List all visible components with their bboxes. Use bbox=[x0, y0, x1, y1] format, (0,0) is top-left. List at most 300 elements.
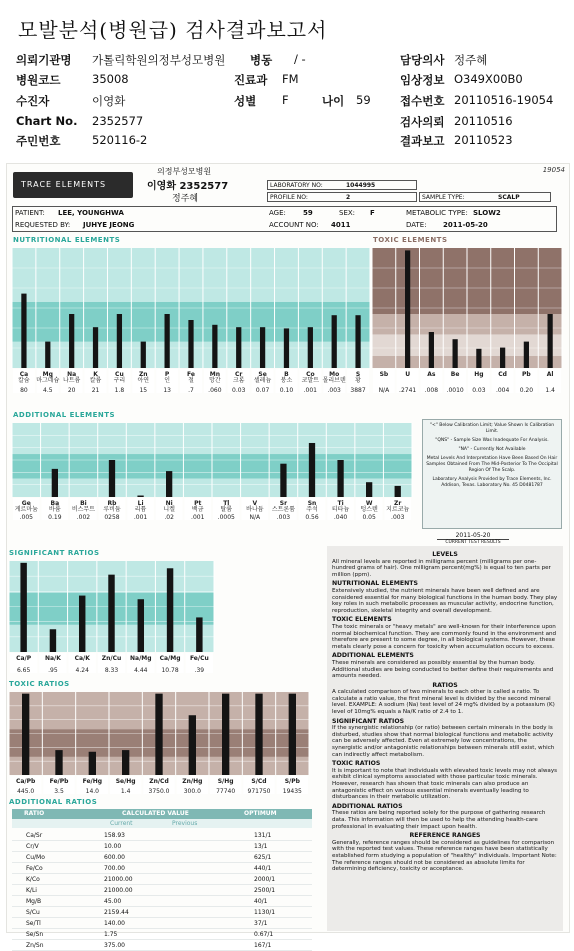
category-korean-label: 아연 bbox=[137, 377, 150, 384]
category-label: Se/Hg bbox=[115, 778, 136, 785]
bar-na-k bbox=[50, 629, 56, 652]
category-label: Ca/P bbox=[16, 655, 32, 662]
category-korean-label: 지르코늄 bbox=[386, 506, 410, 513]
bar-mn bbox=[212, 325, 217, 368]
profile-field: PROFILE NO: 2 bbox=[267, 192, 417, 202]
age-label: 나이 bbox=[322, 94, 345, 108]
bar-rb bbox=[109, 460, 115, 497]
category-label: Ti bbox=[337, 500, 344, 507]
value-label: 1.8 bbox=[114, 387, 125, 394]
page-title: 모발분석(병원급) 검사결과보고서 bbox=[18, 18, 328, 42]
note-text: These ratios are being reported solely for the purpose of gathering research data. This information will then be used to help the attending health-care professional in evaluating their impact upon health. bbox=[332, 810, 546, 830]
category-korean-label: 텅스텐 bbox=[360, 506, 378, 513]
value-label: N/A bbox=[378, 387, 390, 394]
toxic-chart bbox=[372, 246, 562, 394]
category-label: S/Hg bbox=[217, 778, 234, 785]
category-label: Zn bbox=[138, 371, 148, 378]
category-label: Pb bbox=[522, 371, 531, 378]
category-korean-label: 망간 bbox=[209, 377, 221, 384]
patient-value: 이영화 bbox=[92, 94, 126, 108]
interpretation-notes bbox=[327, 546, 563, 931]
scan-patient-name: LEE, YOUNGHWA bbox=[58, 209, 124, 217]
value-label: 0258 bbox=[104, 514, 120, 521]
category-label: Ca/Mg bbox=[159, 655, 181, 662]
note-heading: REFERENCE RANGES bbox=[409, 832, 481, 840]
note-heading: TOXIC RATIOS bbox=[332, 760, 381, 768]
ratio-optimum: 1130/1 bbox=[254, 909, 276, 916]
category-label: Mg bbox=[42, 371, 53, 378]
ratio-name: K/Li bbox=[26, 887, 37, 894]
category-label: Ca/Pb bbox=[15, 778, 36, 785]
category-korean-label: 구리 bbox=[113, 377, 126, 384]
value-label: .0005 bbox=[217, 514, 235, 521]
code-value: 35008 bbox=[92, 72, 129, 86]
value-label: 0.03 bbox=[472, 387, 486, 394]
category-label: S/Cd bbox=[251, 778, 267, 785]
bar-na-mg bbox=[138, 599, 144, 652]
value-label: .2741 bbox=[399, 387, 417, 394]
bar-p bbox=[165, 314, 170, 368]
category-korean-label: 크롬 bbox=[232, 377, 245, 384]
receipt-label: 접수번호 bbox=[400, 94, 445, 108]
bar-li bbox=[137, 496, 143, 497]
value-label: 8.33 bbox=[104, 667, 119, 674]
ward-label: 병동 bbox=[250, 53, 273, 67]
code-label: 병원코드 bbox=[16, 73, 61, 87]
value-label: 0.56 bbox=[305, 514, 319, 521]
note-text: All mineral levels are reported in milligrams percent (milligrams per one-hundred grams of hair). One milligram percent(mg%) is equal to ten parts per million (ppm). bbox=[332, 558, 551, 578]
value-label: .0010 bbox=[446, 387, 464, 394]
ratio-optimum: 2000/1 bbox=[254, 876, 276, 883]
bar-zr bbox=[395, 486, 401, 497]
value-label: 4.44 bbox=[134, 667, 148, 674]
trace-elements-logo bbox=[13, 172, 133, 198]
category-label: Al bbox=[546, 371, 554, 378]
note-heading: RATIOS bbox=[432, 681, 458, 689]
header-row-3 bbox=[16, 93, 564, 112]
test-date: 2011-05-20 bbox=[443, 221, 488, 229]
bar-k bbox=[93, 327, 98, 368]
note-text: If the synergistic relationship (or ratio) between certain minerals in the body is disturbed, studies show that normal biological functions and metabolic activity can be adversely affected. Even at extremely low concentrations, the synergistic and/or antagonistic relationships between minerals still exist, which can indirectly affect metabolism. bbox=[332, 725, 555, 758]
doctor-label: 담당의사 bbox=[400, 53, 445, 67]
note-text: Extensively studied, the nutrient minerals have been well defined and are considered essential for many biological functions in the human body. They play key roles in such metabolic processes as muscular activity, endocrine function, reproduction, skeletal integrity and overall development. bbox=[332, 587, 558, 614]
metabolic-type: SLOW2 bbox=[473, 209, 501, 217]
ratio-optimum: 0.67/1 bbox=[254, 931, 274, 938]
ratio-optimum: 2500/1 bbox=[254, 887, 276, 894]
toxic-ratios-section-title: TOXIC RATIOS bbox=[9, 680, 70, 688]
category-label: Zr bbox=[394, 500, 402, 507]
ratio-name: Se/Sn bbox=[26, 931, 44, 938]
ratio-value: 45.00 bbox=[104, 898, 122, 905]
ratio-name: Fe/Co bbox=[26, 865, 43, 872]
note-heading: TOXIC ELEMENTS bbox=[332, 616, 392, 624]
category-label: K bbox=[93, 371, 98, 378]
header-row-5 bbox=[16, 133, 564, 152]
value-label: .040 bbox=[333, 514, 348, 521]
category-label: Cd bbox=[498, 371, 507, 378]
receipt-value: 20110516-19054 bbox=[454, 93, 554, 107]
rrn-label: 주민번호 bbox=[16, 134, 61, 148]
additional-chart bbox=[12, 421, 412, 521]
chart-svg bbox=[9, 559, 214, 674]
sample-field: SAMPLE TYPE: SCALP bbox=[419, 192, 551, 202]
bar-fe-pb bbox=[55, 750, 62, 775]
value-label: 15 bbox=[139, 387, 148, 394]
category-label: S/Pb bbox=[284, 778, 300, 785]
bar-ca bbox=[21, 294, 26, 368]
ward-value: / - bbox=[294, 52, 306, 66]
bar-s-cd bbox=[255, 694, 262, 775]
value-label: 0.05 bbox=[362, 514, 376, 521]
chart-svg bbox=[372, 246, 562, 394]
bar-ca-mg bbox=[167, 568, 173, 652]
ratio-name: Se/Tl bbox=[26, 920, 41, 927]
ratio-name: Ca/Sr bbox=[26, 832, 43, 839]
bar-zn bbox=[141, 342, 146, 368]
bar-na bbox=[69, 314, 74, 368]
note-text: A calculated comparison of two minerals to each other is called a ratio. To calculate a ratio value, the first mineral level is divided by the second mineral level. EXAMPLE: A sodium (Na) test level of 24 mg% divided by a potassium (K) level of 10mg% equals a Na/K ratio of 2.4 to 1. bbox=[332, 689, 555, 716]
toxic-section-title: TOXIC ELEMENTS bbox=[373, 236, 448, 244]
age-value: 59 bbox=[356, 93, 371, 107]
bar-ba bbox=[52, 469, 58, 497]
value-label: 300.0 bbox=[183, 788, 201, 795]
category-label: Be bbox=[450, 371, 460, 378]
category-label: P bbox=[164, 371, 170, 378]
table-row bbox=[12, 907, 312, 918]
category-korean-label: 티타늄 bbox=[331, 506, 350, 513]
sex-label: 성별 bbox=[234, 94, 257, 108]
ratio-value: 600.00 bbox=[104, 854, 125, 861]
bar-cu bbox=[117, 314, 122, 368]
bar-u bbox=[405, 250, 410, 368]
category-korean-label: 인 bbox=[164, 377, 171, 384]
table-row bbox=[12, 830, 312, 841]
category-korean-label: 바륨 bbox=[49, 506, 61, 513]
value-label: 0.19 bbox=[48, 514, 62, 521]
category-label: Ca bbox=[19, 371, 29, 378]
header-row-1 bbox=[16, 52, 564, 71]
ratio-value: 1.75 bbox=[104, 931, 118, 938]
value-label: N/A bbox=[249, 514, 261, 521]
report-value: 20110523 bbox=[454, 133, 513, 147]
institution-value: 가톨릭학원의정부성모병원 bbox=[92, 53, 226, 67]
category-label: Bi bbox=[80, 500, 87, 507]
toxic-ratios-chart bbox=[9, 690, 309, 795]
value-label: .001 bbox=[191, 514, 205, 521]
category-korean-label: 철 bbox=[188, 377, 194, 384]
value-label: 0.03 bbox=[232, 387, 246, 394]
additional-section-title: ADDITIONAL ELEMENTS bbox=[13, 411, 116, 419]
category-label: Na bbox=[67, 371, 77, 378]
value-label: 19435 bbox=[282, 788, 302, 795]
category-korean-label: 주석 bbox=[306, 506, 318, 513]
category-label: Se bbox=[258, 371, 267, 378]
table-row bbox=[12, 863, 312, 874]
ratio-name: Zn/Sn bbox=[26, 942, 44, 949]
category-label: Sr bbox=[279, 500, 288, 507]
chart-svg bbox=[12, 421, 412, 521]
ratio-value: 2159.44 bbox=[104, 909, 129, 916]
report-label: 결과보고 bbox=[400, 134, 445, 148]
category-korean-label: 붕소 bbox=[280, 377, 293, 384]
category-label: Ni bbox=[165, 500, 173, 507]
nutritional-section-title: NUTRITIONAL ELEMENTS bbox=[13, 236, 121, 244]
table-row bbox=[12, 929, 312, 940]
table-row bbox=[12, 896, 312, 907]
lab-no-field: LABORATORY NO: 1044995 bbox=[267, 180, 417, 190]
hospital-handwritten: 의정부성모병원 bbox=[157, 167, 212, 176]
ratio-optimum: 40/1 bbox=[254, 898, 268, 905]
category-label: Mo bbox=[329, 371, 340, 378]
category-korean-label: 백금 bbox=[191, 506, 204, 513]
value-label: 80 bbox=[20, 387, 28, 394]
value-label: 13 bbox=[163, 387, 171, 394]
ratio-optimum: 440/1 bbox=[254, 865, 272, 872]
category-label: Zn/Hg bbox=[182, 778, 203, 785]
table-row bbox=[12, 852, 312, 863]
value-label: .02 bbox=[164, 514, 174, 521]
bar-pb bbox=[524, 342, 529, 368]
chart-svg bbox=[12, 246, 370, 394]
value-label: .002 bbox=[76, 514, 91, 521]
category-label: Ba bbox=[50, 500, 60, 507]
scanned-report bbox=[6, 163, 570, 949]
ratio-optimum: 131/1 bbox=[254, 832, 272, 839]
value-label: 6.65 bbox=[16, 667, 31, 674]
category-label: S bbox=[355, 371, 361, 378]
table-row bbox=[12, 841, 312, 852]
bar-be bbox=[453, 339, 458, 368]
value-label: 4.5 bbox=[43, 387, 53, 394]
bar-co bbox=[308, 327, 313, 368]
note-heading: ADDITIONAL ELEMENTS bbox=[332, 652, 414, 660]
category-korean-label: 코발트 bbox=[301, 377, 320, 384]
patient-info-block: PATIENT: LEE, YOUNGHWA AGE: 59 SEX: F METABOLIC TYPE: SLOW2 REQUESTED BY: JUHYE JEONG ACCOUNT NO: 4011 DATE: 2011-05-20 bbox=[12, 206, 557, 232]
ratio-value: 21000.00 bbox=[104, 887, 133, 894]
dept-value: FM bbox=[282, 72, 299, 86]
significant-section-title: SIGNIFICANT RATIOS bbox=[9, 549, 100, 557]
table-row bbox=[12, 918, 312, 929]
bar-ca-pb bbox=[22, 694, 29, 775]
report-date-box: 2011-05-20 CURRENT TEST RESULTS bbox=[437, 532, 509, 545]
request-label: 검사의뢰 bbox=[400, 115, 445, 129]
bar-se bbox=[260, 327, 265, 368]
bar-al bbox=[548, 314, 553, 368]
bar-mo bbox=[332, 315, 337, 368]
note-text: It is important to note that individuals with elevated toxic levels may not always exhibit clinical symptoms associated with those particular toxic minerals. However, research has shown that toxic minerals can also produce an antagonistic effect on various essential minerals eventually leading to disturbances in their metabolic utilization. bbox=[332, 767, 558, 801]
ratio-value: 375.00 bbox=[104, 942, 125, 949]
ratio-value: 10.00 bbox=[104, 843, 122, 850]
bar-ca-k bbox=[79, 596, 85, 652]
category-korean-label: 게르마늄 bbox=[14, 506, 38, 513]
bar-fe bbox=[188, 320, 193, 368]
category-label: Ca/K bbox=[74, 655, 90, 662]
clinical-label: 임상정보 bbox=[400, 73, 445, 87]
bar-cd bbox=[500, 348, 505, 368]
ratio-table-subheader: Current Previous bbox=[12, 819, 312, 828]
category-label: Fe/Hg bbox=[82, 778, 103, 785]
value-label: .060 bbox=[208, 387, 222, 394]
value-label: 3750.0 bbox=[148, 788, 170, 795]
chart-no-label: Chart No. bbox=[16, 114, 78, 128]
category-korean-label: 칼륨 bbox=[89, 377, 102, 384]
header-row-4 bbox=[16, 114, 564, 133]
ratio-table-header: RATIO CALCULATED VALUE OPTIMUM bbox=[12, 809, 312, 819]
category-label: W bbox=[365, 500, 373, 507]
category-label: Li bbox=[137, 500, 144, 507]
report-date: 2011-05-20 bbox=[455, 532, 491, 539]
value-label: .008 bbox=[424, 387, 439, 394]
patient-handwritten: 이영화 2352577 bbox=[147, 181, 229, 192]
category-label: Sb bbox=[379, 371, 389, 378]
ratio-optimum: 13/1 bbox=[254, 843, 268, 850]
header-row-2 bbox=[16, 72, 564, 91]
category-korean-label: 비스무트 bbox=[71, 506, 96, 513]
value-label: .95 bbox=[48, 667, 58, 674]
bar-zn-cd bbox=[155, 694, 162, 775]
ratio-value: 700.00 bbox=[104, 865, 125, 872]
ratio-name: K/Co bbox=[26, 876, 40, 883]
category-label: Hg bbox=[474, 371, 484, 378]
ratio-name: Mg/B bbox=[26, 898, 42, 905]
category-label: Cr bbox=[235, 371, 243, 378]
ratio-optimum: 37/1 bbox=[254, 920, 268, 927]
category-label: Zn/Cu bbox=[101, 655, 122, 662]
bar-mg bbox=[45, 342, 50, 368]
doctor-handwritten: 정주혜 bbox=[172, 194, 199, 204]
bar-hg bbox=[476, 349, 481, 368]
bar-b bbox=[284, 328, 289, 368]
ratio-optimum: 625/1 bbox=[254, 854, 272, 861]
institution-label: 의뢰기관명 bbox=[16, 53, 72, 67]
bar-as bbox=[429, 332, 434, 368]
category-label: Fe/Cu bbox=[189, 655, 209, 662]
patient-label: 수진자 bbox=[16, 94, 50, 108]
significant-ratios-chart bbox=[9, 559, 214, 674]
category-label: Mn bbox=[209, 371, 220, 378]
note-heading: NUTRITIONAL ELEMENTS bbox=[332, 580, 418, 588]
category-label: U bbox=[405, 371, 411, 378]
legend-box: "<" Below Calibration Limit; Value Shown Is Calibration Limit. "QNS" - Sample Size Was Inadequate For Analysis. "NA" - Currently Not Available Metal Levels And Interpretation Have Been Based On Hair Samples Obtained From The Mid-Posterior To The Occipital Region Of The Scalp. Laboratory Analysis Provided by Trace Elements, Inc. Addison, Texas. Laboratory No. 45 D0481787 bbox=[422, 419, 562, 529]
value-label: 0.10 bbox=[279, 387, 294, 394]
value-label: 0.07 bbox=[255, 387, 270, 394]
value-label: 10.78 bbox=[161, 667, 179, 674]
category-korean-label: 마그네슘 bbox=[36, 377, 60, 384]
category-label: Fe/Pb bbox=[49, 778, 69, 785]
note-text: These minerals are considered as possibly essential by the human body. Additional studies are being conducted to better define their requirements and amounts needed. bbox=[332, 659, 554, 680]
bar-sn bbox=[309, 443, 315, 497]
bar-ni bbox=[166, 471, 172, 497]
additional-ratios-section-title: ADDITIONAL RATIOS bbox=[9, 798, 98, 806]
chart-no-value: 2352577 bbox=[92, 114, 144, 128]
category-korean-label: 니켈 bbox=[163, 506, 175, 513]
category-korean-label: 탈륨 bbox=[220, 506, 233, 513]
bar-s bbox=[355, 315, 360, 368]
ratio-optimum: 167/1 bbox=[254, 942, 272, 949]
corner-note: 19054 bbox=[542, 166, 565, 174]
value-label: 3887 bbox=[350, 387, 366, 394]
bar-sr bbox=[280, 464, 286, 497]
nutritional-chart bbox=[12, 246, 370, 394]
value-label: .003 bbox=[391, 514, 405, 521]
doctor-value: 정주혜 bbox=[454, 53, 488, 67]
value-label: 1.4 bbox=[120, 788, 131, 795]
category-korean-label: 셀레늄 bbox=[253, 377, 272, 384]
category-korean-label: 몰리브덴 bbox=[322, 377, 346, 384]
table-row bbox=[12, 940, 312, 951]
category-label: Na/K bbox=[44, 655, 61, 662]
value-label: 14.0 bbox=[85, 788, 100, 795]
table-row bbox=[12, 885, 312, 896]
category-label: V bbox=[252, 500, 258, 507]
category-label: Na/Mg bbox=[130, 655, 152, 662]
category-korean-label: 루비듐 bbox=[103, 506, 121, 513]
sex-value: F bbox=[282, 93, 289, 107]
category-korean-label: 칼슘 bbox=[18, 377, 30, 384]
category-label: Tl bbox=[223, 500, 230, 507]
table-row bbox=[12, 874, 312, 885]
bar-ca-p bbox=[20, 563, 26, 652]
value-label: 0.20 bbox=[519, 387, 534, 394]
note-heading: SIGNIFICANT RATIOS bbox=[332, 717, 405, 725]
category-label: Pt bbox=[194, 500, 202, 507]
value-label: 3.5 bbox=[54, 788, 64, 795]
value-label: .004 bbox=[495, 387, 510, 394]
bar-cr bbox=[236, 327, 241, 368]
ratio-value: 158.93 bbox=[104, 832, 125, 839]
bar-se-hg bbox=[122, 750, 129, 775]
note-heading: ADDITIONAL RATIOS bbox=[332, 802, 403, 810]
category-korean-label: 황 bbox=[355, 377, 361, 384]
category-label: Zn/Cd bbox=[149, 778, 169, 785]
category-korean-label: 리튬 bbox=[134, 506, 147, 513]
bar-ti bbox=[337, 460, 343, 497]
bar-w bbox=[366, 482, 372, 497]
ratio-value: 21000.00 bbox=[104, 876, 133, 883]
bar-fe-hg bbox=[89, 752, 96, 775]
dept-label: 진료과 bbox=[234, 73, 268, 87]
ratio-name: Cu/Mo bbox=[26, 854, 45, 861]
ratio-name: Cr/V bbox=[26, 843, 39, 850]
value-label: 4.24 bbox=[75, 667, 89, 674]
value-label: 20 bbox=[67, 387, 76, 394]
value-label: 21 bbox=[91, 387, 100, 394]
category-korean-label: 스트론튬 bbox=[271, 506, 296, 513]
bar-fe-cu bbox=[196, 617, 202, 652]
bar-s-hg bbox=[222, 694, 229, 775]
value-label: .005 bbox=[19, 514, 33, 521]
value-label: .001 bbox=[133, 514, 148, 521]
category-label: Cu bbox=[115, 371, 124, 378]
value-label: .003 bbox=[276, 514, 291, 521]
category-korean-label: 바나듐 bbox=[246, 506, 264, 513]
bar-s-pb bbox=[289, 694, 296, 775]
value-label: .7 bbox=[188, 387, 194, 394]
category-label: Rb bbox=[107, 500, 117, 507]
request-value: 20110516 bbox=[454, 114, 513, 128]
value-label: 77740 bbox=[216, 788, 236, 795]
value-label: 445.0 bbox=[17, 788, 35, 795]
note-text: The toxic minerals or "heavy metals" are well-known for their interference upon normal biochemical function. They are commonly found in the environment and therefore are present to some degree, in all biological systems. However, these metals clearly pose a concern for toxicity when accumulation occurs to excess. bbox=[332, 623, 557, 650]
note-heading: LEVELS bbox=[432, 551, 458, 558]
note-text: Generally, reference ranges should be considered as guidelines for comparison with the reported test values. These reference ranges have been statistically established form studying a population of "healthy" individuals. Important Note: The reference ranges should not be considered as absolute limits for determining deficiency, toxicity or acceptance. bbox=[332, 839, 557, 873]
category-label: Ge bbox=[21, 500, 31, 507]
logo-text: TRACE ELEMENTS bbox=[21, 180, 107, 189]
category-korean-label: 나트륨 bbox=[62, 377, 81, 384]
ratio-name: S/Cu bbox=[26, 909, 40, 916]
category-label: B bbox=[284, 371, 289, 378]
bar-zn-hg bbox=[189, 715, 196, 775]
